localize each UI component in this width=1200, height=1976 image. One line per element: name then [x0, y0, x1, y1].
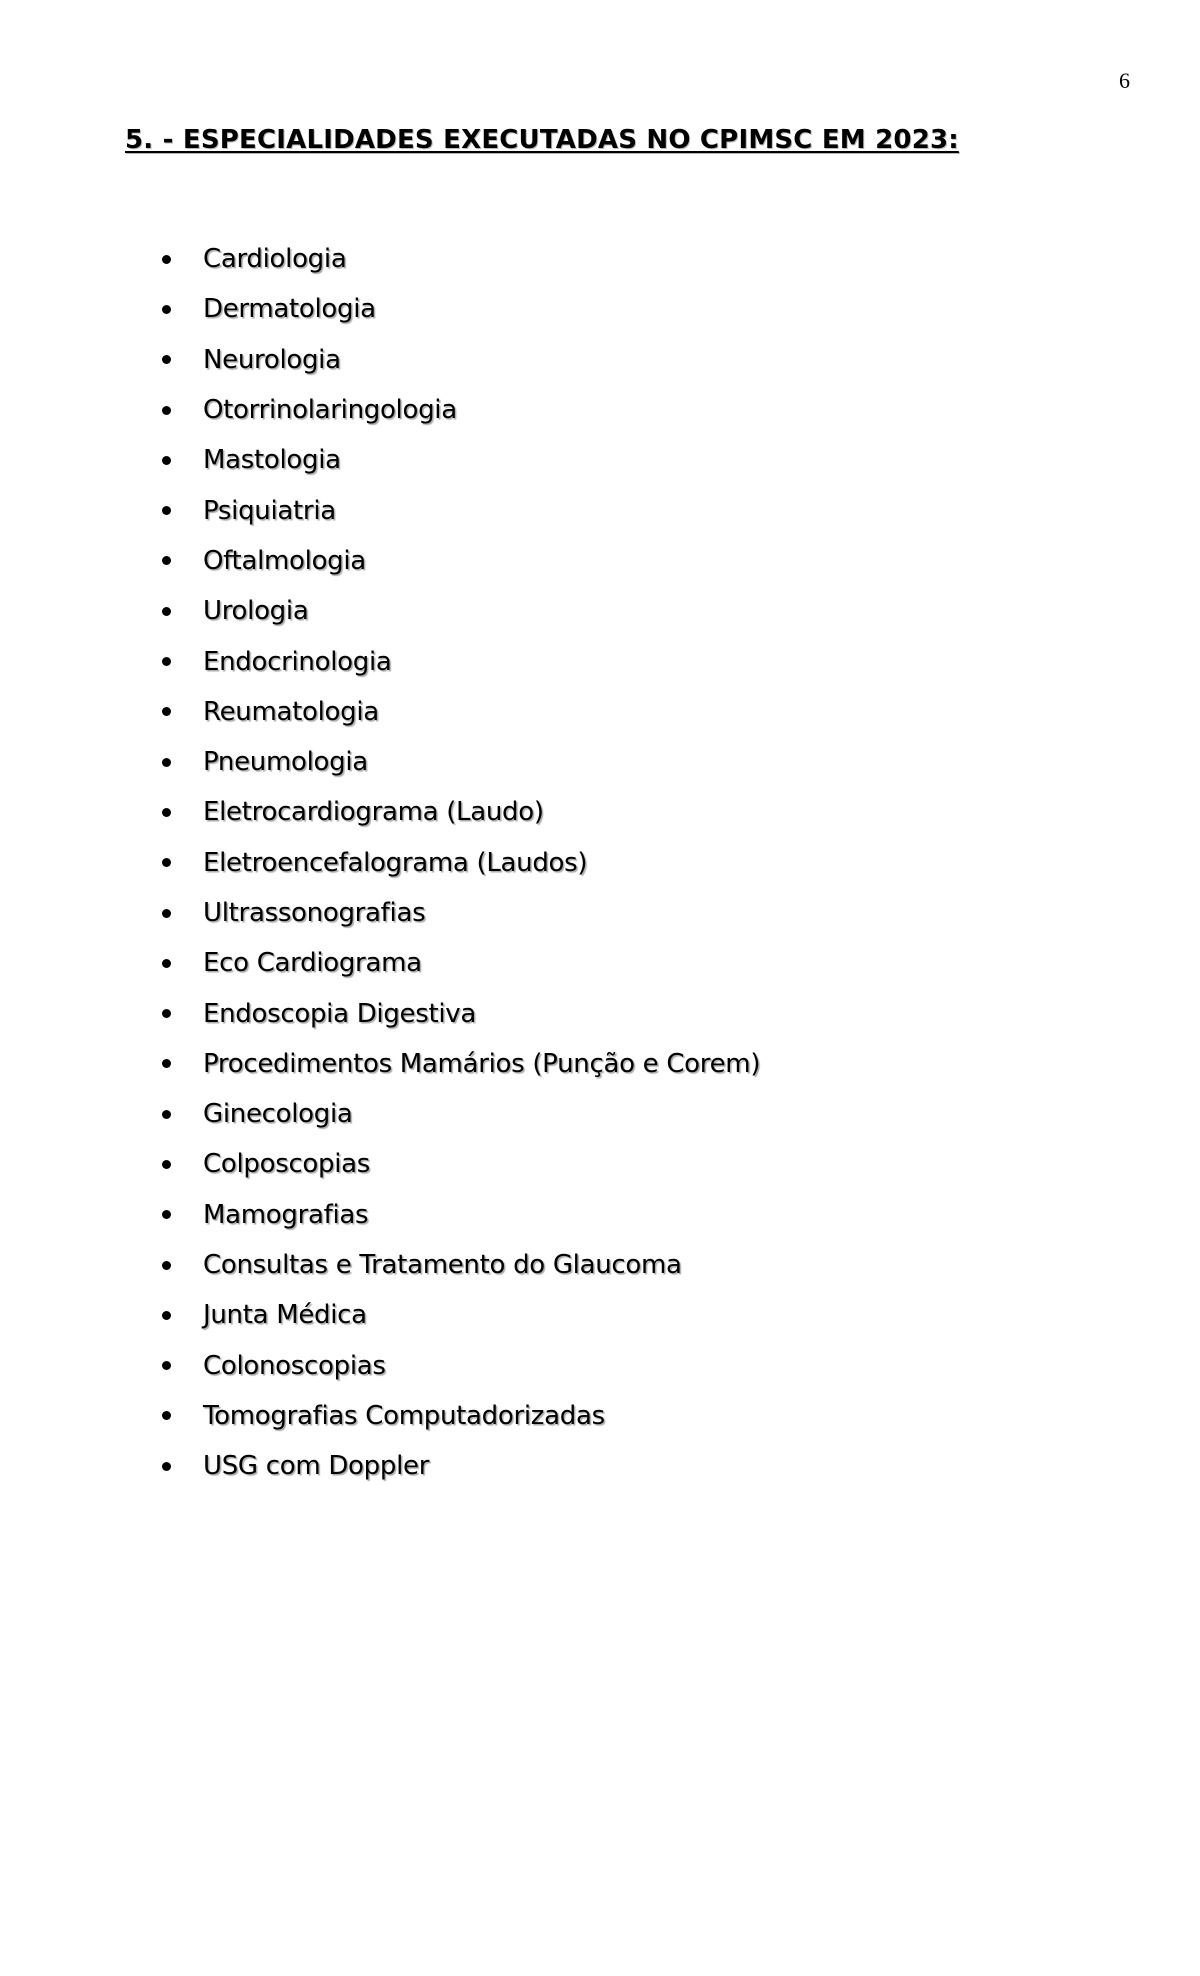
bullet-icon	[162, 1009, 171, 1018]
list-item-label: Pneumologia	[203, 747, 368, 778]
list-item-label: Junta Médica	[203, 1300, 367, 1331]
list-item	[160, 888, 760, 938]
list-item	[160, 1139, 760, 1189]
list-item-label: Urologia	[203, 596, 309, 627]
list-item	[160, 1441, 760, 1491]
bullet-icon	[162, 456, 171, 465]
bullet-icon	[162, 657, 171, 666]
bullet-icon	[162, 305, 171, 314]
list-item	[160, 1240, 760, 1290]
list-item-label: Endocrinologia	[203, 646, 392, 677]
list-item	[160, 787, 760, 837]
section-title: 5. - ESPECIALIDADES EXECUTADAS NO CPIMSC EM 2023:	[125, 125, 959, 155]
bullet-icon	[162, 758, 171, 767]
bullet-icon	[162, 1210, 171, 1219]
list-item-label: Cardiologia	[203, 244, 347, 275]
list-item	[160, 1190, 760, 1240]
list-item-label: Eletroencefalograma (Laudos)	[203, 847, 588, 878]
bullet-icon	[162, 1110, 171, 1119]
list-item	[160, 536, 760, 586]
list-item	[160, 234, 760, 284]
bullet-icon	[162, 607, 171, 616]
list-item	[160, 838, 760, 888]
bullet-icon	[162, 255, 171, 264]
list-item	[160, 586, 760, 636]
list-item-label: Neurologia	[203, 344, 341, 375]
bullet-icon	[162, 959, 171, 968]
list-item-label: Reumatologia	[203, 696, 379, 727]
list-item-label: Tomografias Computadorizadas	[203, 1400, 605, 1431]
bullet-icon	[162, 1059, 171, 1068]
bullet-icon	[162, 406, 171, 415]
list-item-label: Mamografias	[203, 1199, 369, 1230]
list-item-label: Eco Cardiograma	[203, 948, 422, 979]
list-item-label: Psiquiatria	[203, 495, 336, 526]
bullet-icon	[162, 556, 171, 565]
list-item-label: Colonoscopias	[203, 1350, 386, 1381]
list-item	[160, 1039, 760, 1089]
bullet-icon	[162, 1361, 171, 1370]
list-item	[160, 435, 760, 485]
list-item	[160, 335, 760, 385]
list-item	[160, 1089, 760, 1139]
list-item	[160, 687, 760, 737]
list-item	[160, 385, 760, 435]
list-item-label: USG com Doppler	[203, 1451, 430, 1482]
list-item-label: Eletrocardiograma (Laudo)	[203, 797, 544, 828]
bullet-icon	[162, 808, 171, 817]
list-item	[160, 636, 760, 686]
list-item-label: Dermatologia	[203, 294, 376, 325]
list-item	[160, 1391, 760, 1441]
list-item-label: Oftalmologia	[203, 545, 366, 576]
list-item-label: Procedimentos Mamários (Punção e Corem)	[203, 1048, 761, 1079]
specialty-list	[160, 234, 760, 1491]
bullet-icon	[162, 1261, 171, 1270]
list-item	[160, 284, 760, 334]
list-item	[160, 1290, 760, 1340]
list-item	[160, 1341, 760, 1391]
list-item	[160, 737, 760, 787]
list-item-label: Mastologia	[203, 445, 341, 476]
list-item-label: Ginecologia	[203, 1099, 353, 1130]
list-item-label: Colposcopias	[203, 1149, 371, 1180]
bullet-icon	[162, 707, 171, 716]
bullet-icon	[162, 355, 171, 364]
bullet-icon	[162, 1160, 171, 1169]
bullet-icon	[162, 506, 171, 515]
bullet-icon	[162, 1462, 171, 1471]
list-item-label: Consultas e Tratamento do Glaucoma	[203, 1250, 682, 1281]
list-item	[160, 988, 760, 1038]
bullet-icon	[162, 858, 171, 867]
list-item-label: Endoscopia Digestiva	[203, 998, 477, 1029]
list-item	[160, 485, 760, 535]
list-item-label: Ultrassonografias	[203, 898, 426, 928]
bullet-icon	[162, 1311, 171, 1320]
list-item	[160, 938, 760, 988]
page-number: 6	[1119, 68, 1130, 93]
bullet-icon	[162, 1411, 171, 1420]
bullet-icon	[162, 909, 171, 918]
list-item-label: Otorrinolaringologia	[203, 395, 457, 426]
